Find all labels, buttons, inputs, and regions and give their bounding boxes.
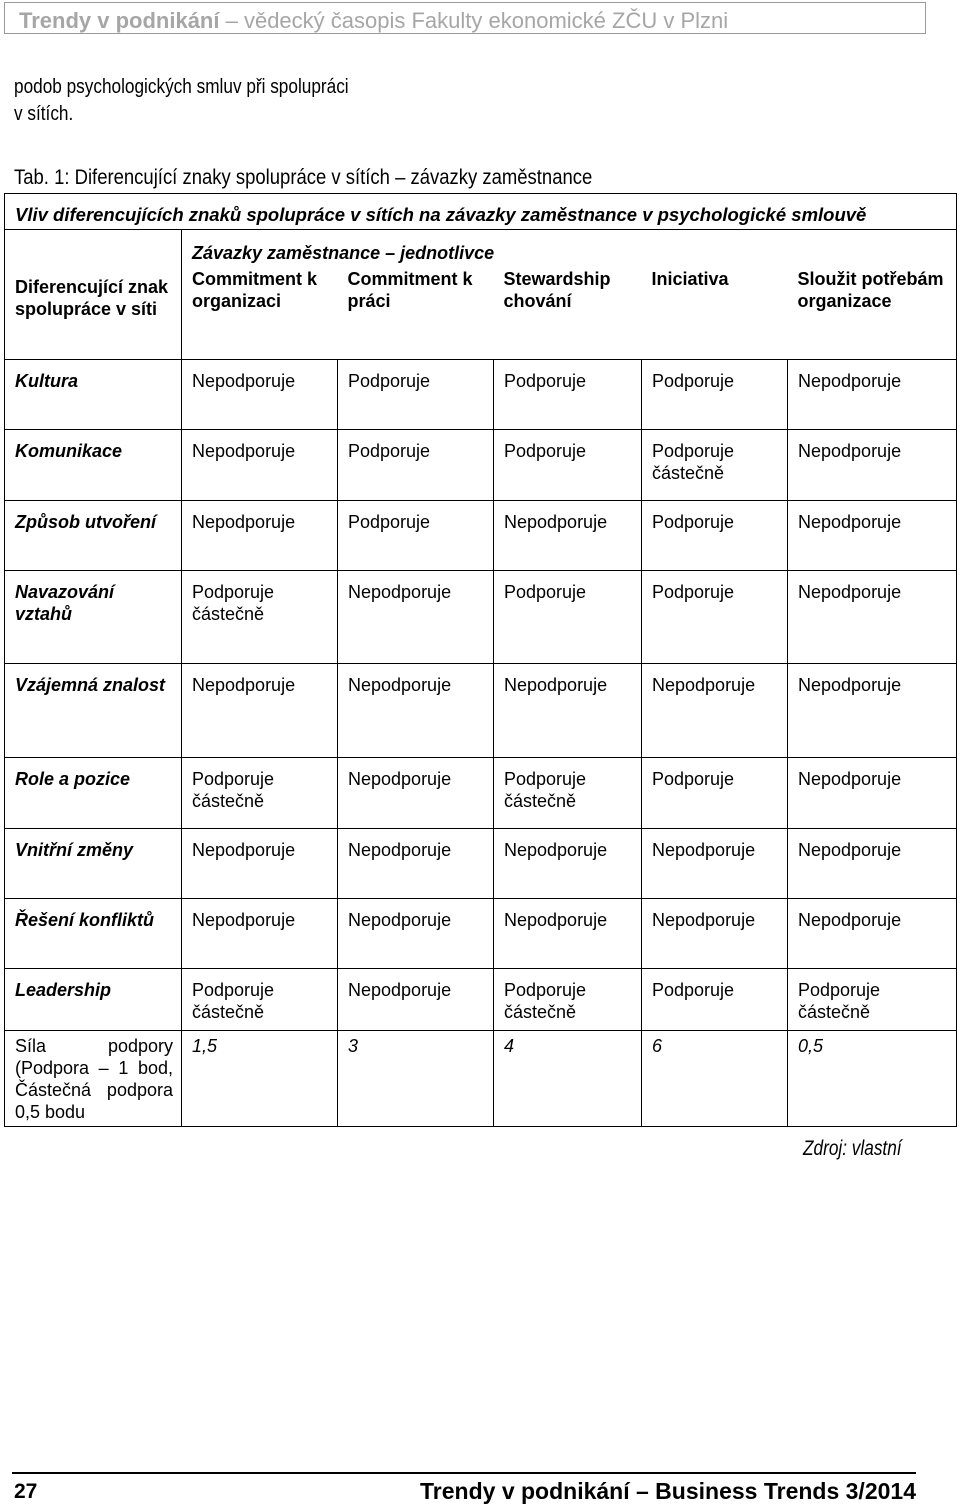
table-cell: Podporuje [642,571,788,664]
table-title: Vliv diferencujících znaků spolupráce v sítích na závazky zaměstnance v psychologické smlouvě [5,194,957,230]
summary-value: 1,5 [182,1031,338,1127]
first-col-header: Diferencující znak spolupráce v síti [5,230,182,360]
table-caption: Tab. 1: Diferencující znaky spolupráce v sítích – závazky zaměstnance [14,166,593,189]
table-cell: Podporuje [642,758,788,829]
commitment-table [4,193,957,1127]
table-cell: Nepodporuje [788,571,957,664]
intro-paragraph [14,74,349,128]
summary-row [5,1031,957,1127]
table-cell: Nepodporuje [642,664,788,758]
table-row [5,969,957,1031]
page-number: 27 [14,1480,38,1503]
table-cell: Nepodporuje [494,829,642,899]
table-container [4,193,957,1127]
table-cell: Nepodporuje [642,899,788,969]
table-cell: Nepodporuje [338,829,494,899]
table-cell: Podporuje [494,430,642,501]
table-cell: Nepodporuje [338,758,494,829]
table-cell: Nepodporuje [182,501,338,571]
table-cell: Podporuje [642,969,788,1031]
table-cell: Nepodporuje [788,501,957,571]
summary-label: Síla podpory (Podpora – 1 bod, Částečná podpora 0,5 bodu [5,1031,182,1127]
col-header-stewardship: Stewardship chování [494,268,642,360]
journal-subtitle: – vědecký časopis Fakulty ekonomické ZČU v Plzni [225,8,729,33]
table-cell: Nepodporuje [182,430,338,501]
table-cell: Nepodporuje [182,899,338,969]
row-label: Řešení konfliktů [5,899,182,969]
table-cell: Podporuje částečně [494,758,642,829]
table-row [5,501,957,571]
table-cell: Podporuje částečně [182,758,338,829]
group-header: Závazky zaměstnance – jednotlivce [182,230,957,268]
table-title-row [5,194,957,230]
summary-value: 6 [642,1031,788,1127]
summary-value: 0,5 [788,1031,957,1127]
journal-title: Trendy v podnikání [19,8,220,33]
table-row [5,360,957,430]
source-note: Zdroj: vlastní [803,1137,902,1160]
table-cell: Podporuje [494,571,642,664]
table-cell: Podporuje částečně [182,571,338,664]
table-cell: Nepodporuje [494,664,642,758]
running-header [4,2,926,34]
running-header-text [19,8,728,34]
table-cell: Podporuje [338,501,494,571]
table-cell: Nepodporuje [338,899,494,969]
table-cell: Nepodporuje [788,360,957,430]
footer-journal: Trendy v podnikání – Business Trends 3/2014 [420,1478,916,1504]
col-header-commitment-prace: Commitment k práci [338,268,494,360]
table-cell: Nepodporuje [788,899,957,969]
table-cell: Nepodporuje [642,829,788,899]
table-cell: Nepodporuje [338,664,494,758]
row-label: Leadership [5,969,182,1031]
table-cell: Podporuje [642,360,788,430]
row-label: Komunikace [5,430,182,501]
table-row [5,829,957,899]
table-cell: Nepodporuje [788,664,957,758]
table-cell: Nepodporuje [182,664,338,758]
row-label: Způsob utvoření [5,501,182,571]
table-row [5,899,957,969]
table-row [5,664,957,758]
row-label: Role a pozice [5,758,182,829]
summary-value: 4 [494,1031,642,1127]
col-header-sluzit-potrebam: Sloužit potřebám organizace [788,268,957,360]
row-label: Vnitřní změny [5,829,182,899]
table-cell: Nepodporuje [494,501,642,571]
table-cell: Nepodporuje [788,829,957,899]
col-header-iniciativa: Iniciativa [642,268,788,360]
table-cell: Podporuje [494,360,642,430]
table-row [5,430,957,501]
intro-line-2: v sítích. [14,103,74,125]
intro-line-1: podob psychologických smluv při spolupráci [14,76,349,98]
table-cell: Podporuje částečně [788,969,957,1031]
table-cell: Nepodporuje [182,360,338,430]
table-cell: Nepodporuje [788,758,957,829]
table-cell: Podporuje částečně [642,430,788,501]
summary-value: 3 [338,1031,494,1127]
table-row [5,571,957,664]
table-cell: Podporuje [338,360,494,430]
table-cell: Nepodporuje [338,969,494,1031]
table-cell: Podporuje [642,501,788,571]
row-label: Vzájemná znalost [5,664,182,758]
table-cell: Nepodporuje [494,899,642,969]
group-header-row [5,230,957,268]
table-cell: Nepodporuje [182,829,338,899]
table-cell: Nepodporuje [788,430,957,501]
table-cell: Podporuje částečně [494,969,642,1031]
table-cell: Nepodporuje [338,571,494,664]
table-cell: Podporuje částečně [182,969,338,1031]
row-label: Navazování vztahů [5,571,182,664]
footer-rule [12,1472,916,1474]
row-label: Kultura [5,360,182,430]
table-row [5,758,957,829]
table-cell: Podporuje [338,430,494,501]
col-header-commitment-organizace: Commitment k organizaci [182,268,338,360]
